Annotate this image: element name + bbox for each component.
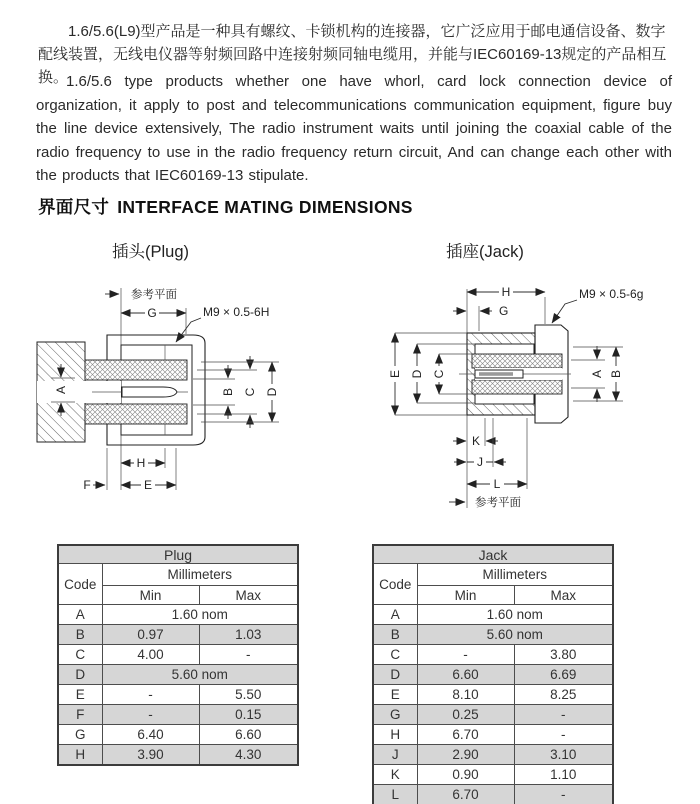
jack-table-unit-row [373, 564, 613, 586]
jack-dim-A [571, 346, 605, 402]
dim-max-cell: - [514, 725, 613, 745]
dim-code-cell: E [373, 685, 417, 705]
dim-min-cell: 0.25 [417, 705, 514, 725]
dimension-row [58, 705, 298, 725]
plug-table-unit-header: Millimeters [102, 564, 298, 586]
jack-dim-J-label: J [477, 455, 483, 469]
section-heading [38, 194, 413, 219]
dimension-row [58, 665, 298, 685]
jack-dim-K [453, 418, 498, 448]
dim-min-cell: 2.90 [417, 745, 514, 765]
plug-figure-title: 插头(Plug) [112, 243, 190, 261]
plug-thread-callout [176, 305, 269, 342]
plug-dim-E-label: E [143, 478, 153, 492]
jack-dim-K-label: K [471, 434, 481, 448]
jack-figure-title: 插座(Jack) [446, 243, 524, 261]
section-heading-chinese: 界面尺寸 [38, 197, 110, 217]
dim-min-cell: 0.90 [417, 765, 514, 785]
jack-dim-E-label: E [388, 369, 402, 379]
dim-max-cell: 4.30 [199, 745, 298, 766]
plug-dim-G [121, 306, 186, 334]
plug-dim-A-label: A [54, 385, 68, 395]
jack-table-max-header: Max [514, 586, 613, 605]
jack-dim-G [453, 304, 508, 331]
dim-code-cell: C [58, 645, 102, 665]
plug-table-title: Plug [58, 545, 298, 564]
jack-reference-plane [449, 495, 521, 509]
dim-max-cell: 6.69 [514, 665, 613, 685]
plug-table-title-row [58, 545, 298, 564]
dim-code-cell: J [373, 745, 417, 765]
dimension-row [373, 745, 613, 765]
plug-dim-G-label: G [147, 306, 157, 320]
dim-min-cell: 4.00 [102, 645, 199, 665]
dim-code-cell: G [373, 705, 417, 725]
dim-code-cell: A [58, 605, 102, 625]
dimension-row [373, 725, 613, 745]
plug-table-min-header: Min [102, 586, 199, 605]
plug-table-unit-row [58, 564, 298, 586]
dimension-row [373, 665, 613, 685]
plug-dim-B-label: B [221, 387, 235, 397]
jack-dim-G-label: G [499, 304, 509, 318]
plug-table-max-header: Max [199, 586, 298, 605]
jack-dim-B-label: B [609, 369, 623, 379]
plug-dim-F [83, 448, 107, 492]
jack-thread-callout [552, 287, 643, 323]
jack-diagram [375, 276, 695, 538]
dim-min-cell: - [102, 685, 199, 705]
plug-thread-label: M9 × 0.5-6H [203, 305, 270, 319]
plug-dim-C-label: C [243, 387, 257, 397]
dimension-row [373, 685, 613, 705]
dim-max-cell: 6.60 [199, 725, 298, 745]
dimension-row [373, 645, 613, 665]
dimension-row [58, 745, 298, 766]
dim-max-cell: - [199, 645, 298, 665]
intro-paragraph-english: 1.6/5.6 type products whether one have whorl, card lock connection device of organization, it apply to post and telecommunications communication equipment, figure buy the line device extensively, The radio instrument waits until joining the coaxial cable of the radio frequency to use in the radio frequency return circuit, And can change each other with the products that IEC60169-13 stipulate. [36, 73, 672, 184]
plug-table-code-header: Code [58, 564, 102, 605]
jack-dim-L-label: L [493, 477, 501, 491]
dimension-row [373, 605, 613, 625]
dim-max-cell: 3.80 [514, 645, 613, 665]
dim-code-cell: K [373, 765, 417, 785]
dim-nominal-cell: 5.60 nom [102, 665, 298, 685]
plug-dim-B [193, 365, 235, 419]
dim-code-cell: B [373, 625, 417, 645]
dim-min-cell: 3.90 [102, 745, 199, 766]
dim-min-cell: 8.10 [417, 685, 514, 705]
dim-code-cell: L [373, 785, 417, 804]
jack-dim-L [467, 418, 527, 491]
jack-dim-D-label: D [410, 369, 424, 379]
dimension-row [373, 625, 613, 645]
dim-code-cell: B [58, 625, 102, 645]
jack-table-min-header: Min [417, 586, 514, 605]
dim-nominal-cell: 1.60 nom [417, 605, 613, 625]
dimension-row [373, 705, 613, 725]
dim-code-cell: H [58, 745, 102, 766]
jack-dim-H-label: H [501, 285, 511, 299]
dim-min-cell: 0.97 [102, 625, 199, 645]
dimension-row [58, 605, 298, 625]
dimension-row [373, 765, 613, 785]
jack-table-code-header: Code [373, 564, 417, 605]
dim-min-cell: 6.70 [417, 785, 514, 804]
dim-max-cell: 3.10 [514, 745, 613, 765]
dim-max-cell: - [514, 785, 613, 804]
jack-ref-plane-label: 参考平面 [475, 497, 521, 509]
jack-dimension-table [372, 544, 614, 804]
dimension-row [58, 625, 298, 645]
dim-max-cell: 0.15 [199, 705, 298, 725]
plug-diagram [35, 282, 345, 527]
dim-code-cell: F [58, 705, 102, 725]
dim-max-cell: 8.25 [514, 685, 613, 705]
dim-code-cell: G [58, 725, 102, 745]
plug-dim-H-label: H [136, 456, 146, 470]
plug-dim-D-label: D [265, 387, 279, 397]
plug-ref-plane-label: 参考平面 [131, 289, 177, 301]
dim-min-cell: 6.70 [417, 725, 514, 745]
plug-dim-F-label: F [83, 478, 91, 492]
jack-table-title: Jack [373, 545, 613, 564]
section-heading-english: INTERFACE MATING DIMENSIONS [117, 197, 413, 217]
dim-nominal-cell: 1.60 nom [102, 605, 298, 625]
dimension-row [58, 725, 298, 745]
jack-dim-C-label: C [432, 369, 446, 379]
jack-table-title-row [373, 545, 613, 564]
dim-code-cell: H [373, 725, 417, 745]
jack-table-unit-header: Millimeters [417, 564, 613, 586]
dim-code-cell: D [373, 665, 417, 685]
plug-dimension-table [57, 544, 299, 766]
dimension-row [58, 685, 298, 705]
dimension-row [373, 785, 613, 804]
plug-dim-D [201, 362, 279, 422]
dim-code-cell: D [58, 665, 102, 685]
dim-max-cell: - [514, 705, 613, 725]
dim-nominal-cell: 5.60 nom [417, 625, 613, 645]
dim-code-cell: C [373, 645, 417, 665]
dim-code-cell: E [58, 685, 102, 705]
dim-max-cell: 5.50 [199, 685, 298, 705]
dim-min-cell: 6.60 [417, 665, 514, 685]
dim-code-cell: A [373, 605, 417, 625]
dim-max-cell: 1.10 [514, 765, 613, 785]
intro-paragraph-chinese: 1.6/5.6(L9)型产品是一种具有螺纹、卡锁机构的连接器，它广泛应用于邮电通信设备、数字配线装置，无线电仪器等射频回路中连接射频同轴电缆用，并能与IEC60169-13规定的产品相互换。 [38, 23, 667, 86]
dimension-row [58, 645, 298, 665]
dim-max-cell: 1.03 [199, 625, 298, 645]
plug-dim-E [121, 448, 176, 492]
plug-dim-H [121, 448, 165, 470]
dim-min-cell: 6.40 [102, 725, 199, 745]
jack-drawing-body [459, 325, 571, 423]
jack-dim-A-label: A [590, 369, 604, 379]
dim-min-cell: - [417, 645, 514, 665]
jack-thread-label: M9 × 0.5-6g [579, 287, 644, 301]
dim-min-cell: - [102, 705, 199, 725]
